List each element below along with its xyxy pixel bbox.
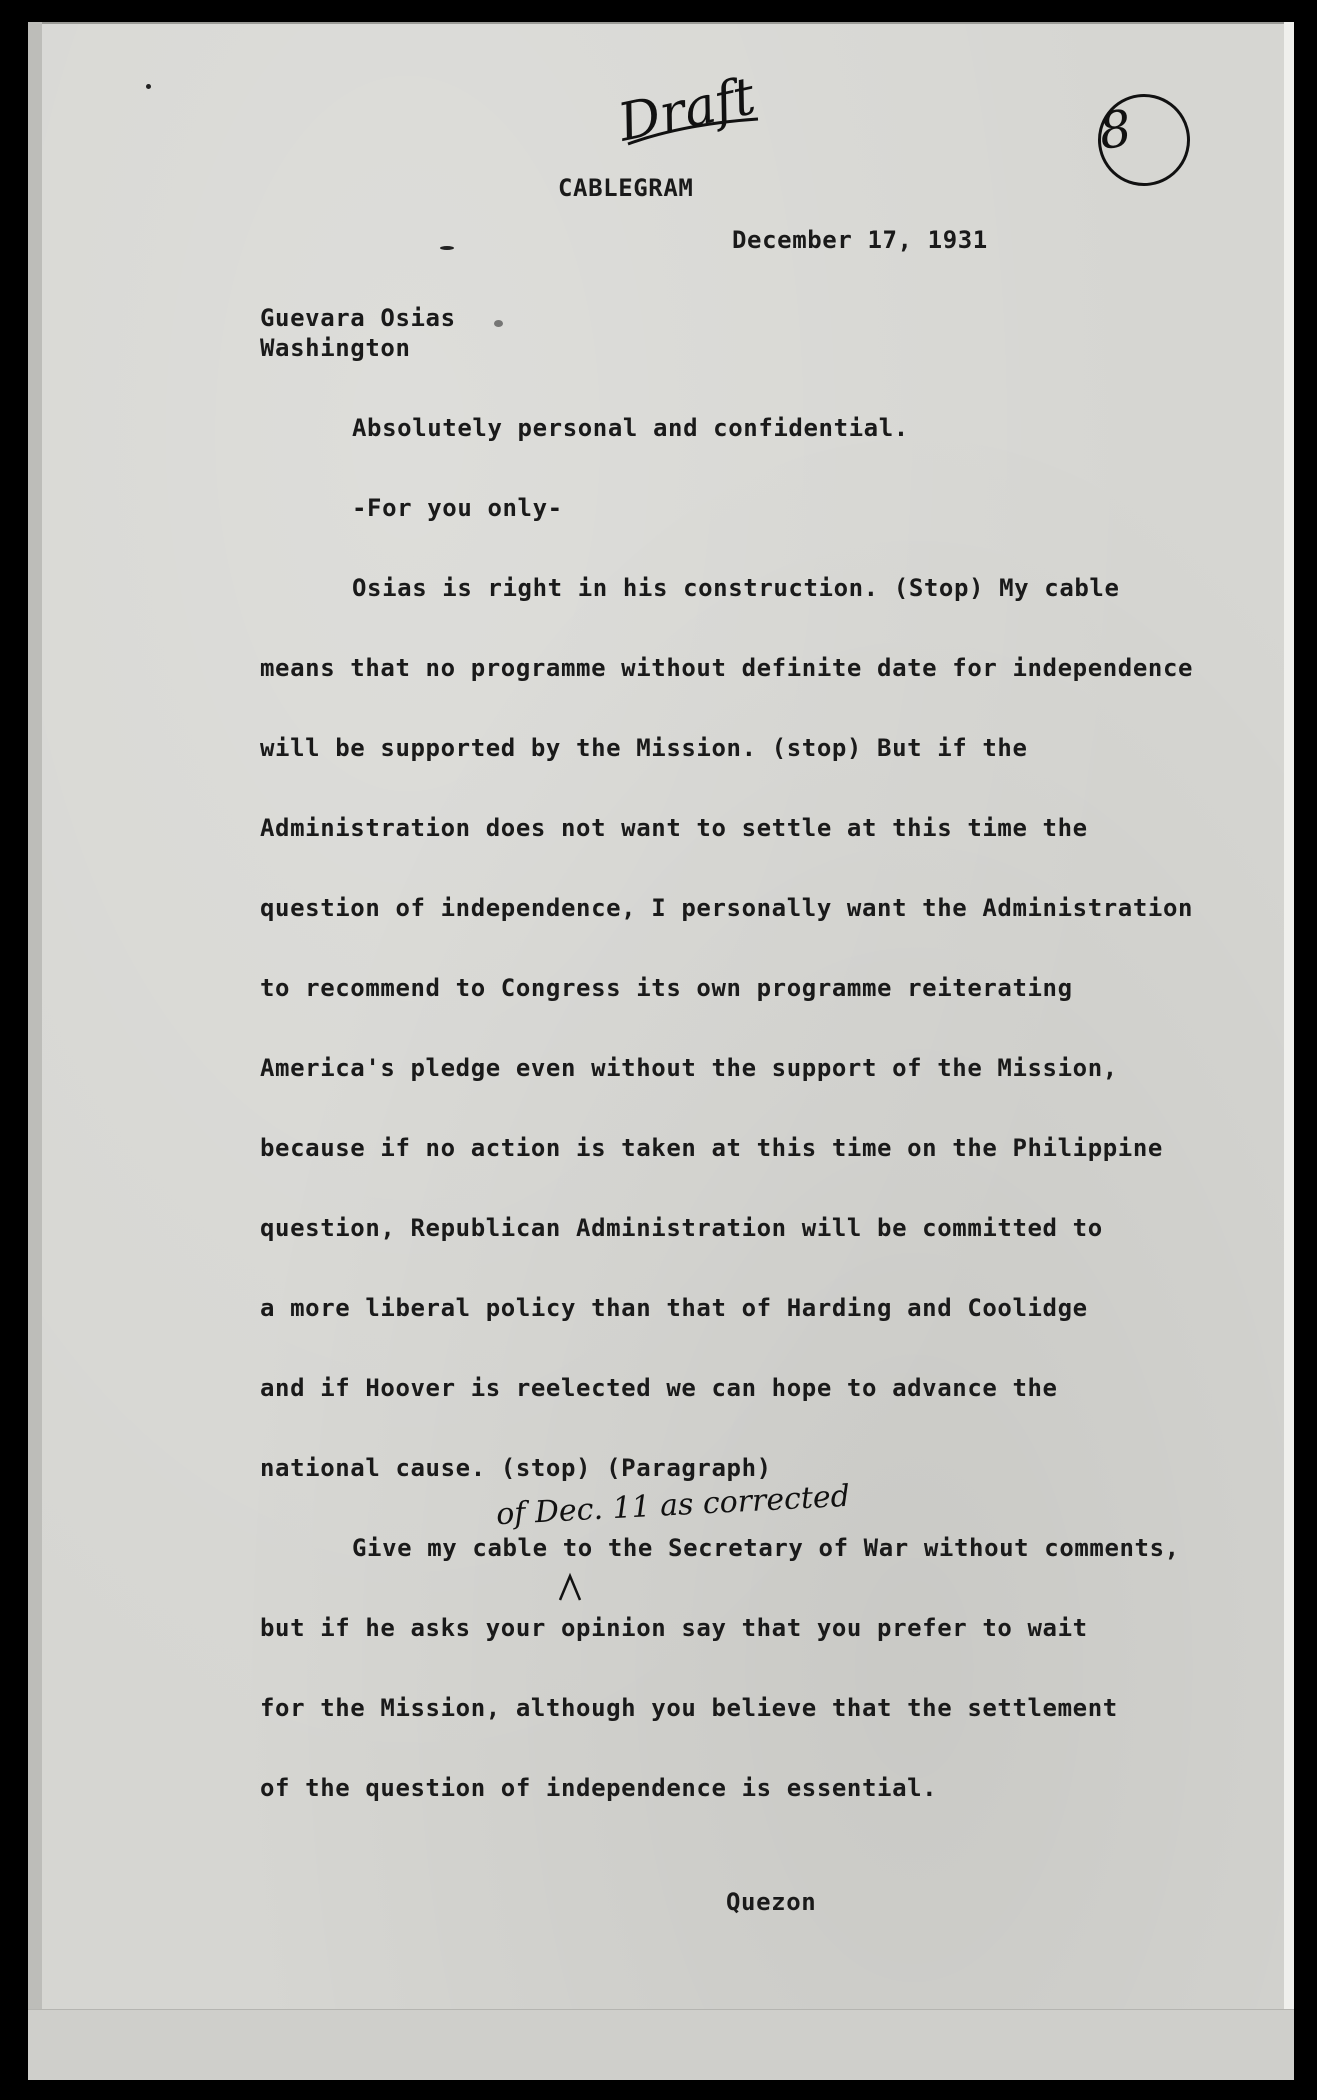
speck [146,84,151,89]
body-line: will be supported by the Mission. (stop) But if the [260,734,1028,762]
page-bottom-strip [28,2009,1294,2080]
page-right-edge [1284,22,1294,2080]
for-you-only-note: -For you only- [352,494,563,522]
body-line: for the Mission, although you believe that the settlement [260,1694,1118,1722]
body-line: to recommend to Congress its own programme reiterating [260,974,1073,1002]
draft-underline [623,114,763,154]
document-date: December 17, 1931 [732,226,988,254]
body-line: question, Republican Administration will be committed to [260,1214,1103,1242]
signature: Quezon [726,1888,817,1916]
body-line: because if no action is taken at this time on the Philippine [260,1134,1163,1162]
insertion-annotation: of Dec. 11 as corrected [495,1478,851,1533]
body-line: Osias is right in his construction. (Stop) My cable [352,574,1120,602]
body-line: means that no programme without definite date for independence [260,654,1194,682]
page-number-circle [1092,88,1196,192]
page-number: 8 [1095,98,1136,161]
document-title: CABLEGRAM [558,174,694,202]
addressee-city: Washington [260,334,411,362]
speck [494,320,503,327]
body-line: but if he asks your opinion say that you prefer to wait [260,1614,1088,1642]
body-line: Administration does not want to settle at this time the [260,814,1088,842]
body-line: Give my cable to the Secretary of War without comments, [352,1534,1180,1562]
body-line: question of independence, I personally want the Administration [260,894,1194,922]
body-line: of the question of independence is essential. [260,1774,938,1802]
page-left-edge [28,22,42,2080]
body-line: national cause. (stop) (Paragraph) [260,1454,772,1482]
addressee-name: Guevara Osias [260,304,456,332]
body-line: America's pledge even without the support of the Mission, [260,1054,1118,1082]
draft-annotation: Draft [613,66,761,154]
speck [440,246,454,250]
body-line: and if Hoover is reelected we can hope to advance the [260,1374,1058,1402]
insertion-caret [556,1570,586,1604]
body-line: a more liberal policy than that of Harding and Coolidge [260,1294,1088,1322]
cablegram-page [28,22,1294,2080]
confidential-note: Absolutely personal and confidential. [352,414,909,442]
